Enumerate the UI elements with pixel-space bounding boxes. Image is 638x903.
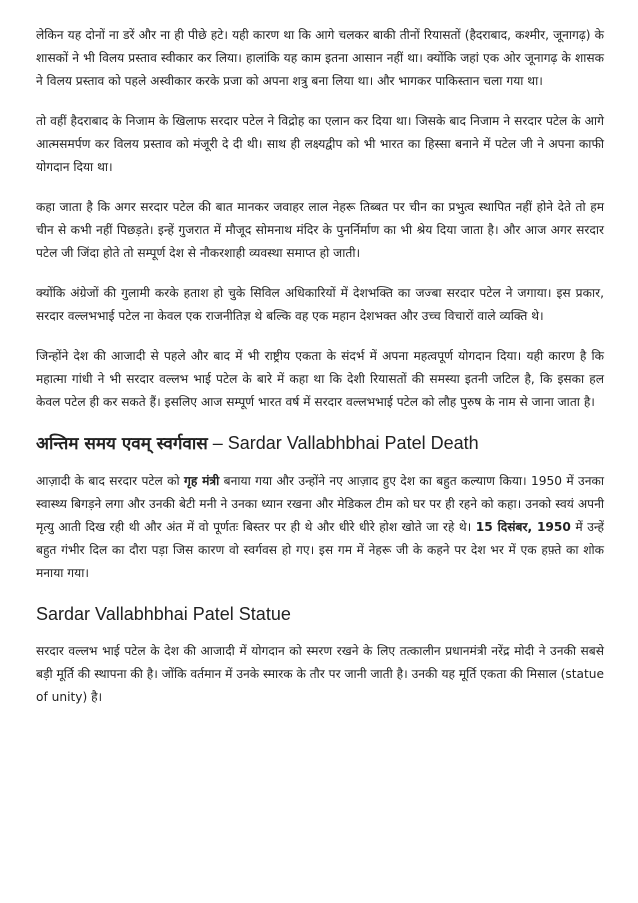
- death-text-1: आज़ादी के बाद सरदार पटेल को: [36, 474, 185, 488]
- section-heading-death: [36, 431, 604, 456]
- death-date-bold: 15 दिसंबर, 1950: [475, 520, 571, 534]
- paragraph-civil-officers: क्योंकि अंग्रेजों की गुलामी करके हताश हो चुके सिविल अधिकारियों में देशभक्ति का जज्बा सरदार पटेल ने जगाया। इस प्रकार, सरदार वल्लभभाई पटेल ना केवल एक राजनीतिज्ञ थे बल्कि वह एक महान देशभक्त और उच्च विचारों वाले व्यक्ति थे।: [36, 286, 604, 323]
- document-page: [36, 24, 604, 726]
- paragraph-death: [36, 470, 604, 585]
- death-text-2: बनाया गया और उन्होंने नए आज़ाद हुए देश का बहुत कल्याण किया। 1950 में उनका स्वास्थ्य बिगड़ने लगा और उनकी बेटी मनी ने उनका ध्यान रखना और मेडिकल टीम को घर पर ही रहने को कहा। उनको स्वयं अपनी मृत्यु आती दिख रही थी और अंत में वो पूर्णतः बिस्तर पर ही थे और धीरे धीरे होश खोते जा रहे थे।: [36, 474, 605, 534]
- section-heading-death-hindi: अन्तिम समय एवम् स्वर्गवास: [36, 434, 208, 454]
- paragraph-tibet-somnath: कहा जाता है कि अगर सरदार पटेल की बात मानकर जवाहर लाल नेहरू तिब्बत पर चीन का प्रभुत्व स्थापित नहीं होने देते तो हम चीन से कभी नहीं पिछड़ते। इन्हें गुजरात में मौजूद सोमनाथ मंदिर के पुनर्निर्माण का भी श्रेय दिया जाता है। और आज अगर सरदार पटेल जी जिंदा होते तो सम्पूर्ण देश से नौकरशाही व्यवस्था समाप्त हो जाती।: [36, 200, 604, 260]
- death-text-3: में उन्हें बहुत गंभीर दिल का दौरा पड़ा जिस कारण वो स्वर्गवस हो गए। इस गम में नेहरू जी के कहने पर देश भर में एक हफ़्ते का शोक मनाया गया।: [36, 520, 604, 580]
- section-heading-statue: Sardar Vallabhbhai Patel Statue: [36, 604, 291, 624]
- paragraph-princely-states: लेकिन यह दोनों ना डरें और ना ही पीछे हटे। यही कारण था कि आगे चलकर बाकी तीनों रियासतों (हैदराबाद, कश्मीर, जूनागढ़) के शासकों ने भी विलय प्रस्ताव स्वीकार कर लिया। हालांकि यह काम इतना आसान नहीं था। क्योंकि जहां एक ओर जूनागढ़ के शासक ने विलय प्रस्ताव को पहले अस्वीकार करके प्रजा को अपना शत्रु बना लिया था। और भागकर पाकिस्तान चला गया था।: [36, 28, 604, 88]
- paragraph-hyderabad: तो वहीं हैदराबाद के निजाम के खिलाफ सरदार पटेल ने विद्रोह का एलान कर दिया था। जिसके बाद निजाम ने सरदार पटेल के आगे आत्मसमर्पण कर विलय प्रस्ताव को मंजूरी दे दी थी। साथ ही लक्ष्यद्वीप को भी भारत का हिस्सा बनाने में पटेल जी ने अपना काफी योगदान दिया था।: [36, 114, 604, 174]
- section-heading-death-english: – Sardar Vallabhbhai Patel Death: [207, 433, 479, 453]
- home-minister-bold: गृह मंत्री: [184, 474, 220, 488]
- paragraph-iron-man: जिन्होंने देश की आजादी से पहले और बाद में भी राष्ट्रीय एकता के संदर्भ में अपना महत्वपूर्ण योगदान दिया। यही कारण है कि महात्मा गांधी ने भी सरदार वल्लभ भाई पटेल के बारे में कहा था कि देशी रियासतों की समस्या इतनी जटिल है, कि इसका हल केवल पटेल ही कर सकते हैं। इसलिए आज सम्पूर्ण भारत वर्ष में सरदार वल्लभभाई पटेल को लौह पुरुष के नाम से जाना जाता है।: [36, 349, 604, 409]
- paragraph-statue: सरदार वल्लभ भाई पटेल के देश की आजादी में योगदान को स्मरण रखने के लिए तत्कालीन प्रधानमंत्री नरेंद्र मोदी ने उनकी सबसे बड़ी मूर्ति की स्थापना की है। जोंकि वर्तमान में उनके स्मारक के तौर पर जानी जाती है। उनकी यह मूर्ति एकता की मिसाल (statue of unity) है।: [36, 644, 604, 704]
